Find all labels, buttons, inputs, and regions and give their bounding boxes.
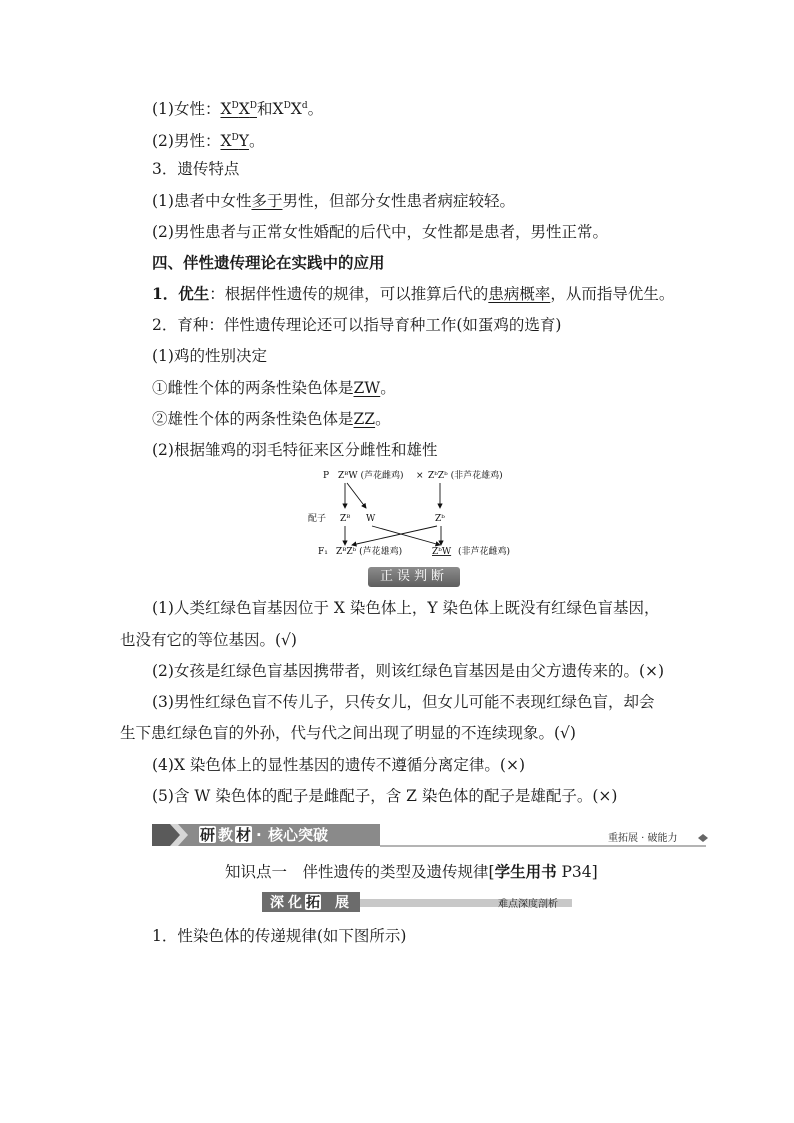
- female-label: (1)女性：: [152, 100, 221, 118]
- deepen-char-3: 拓: [306, 895, 320, 911]
- banner-char-cai: 材: [236, 826, 252, 844]
- true-false-judge-badge: 正误判断: [368, 567, 460, 587]
- diamond-icon: [698, 834, 708, 842]
- chicken-male-line: ②雄性个体的两条性染色体是ZZ。: [152, 410, 391, 428]
- deepen-char-4: 展: [335, 895, 349, 911]
- deepen-char-1: 深: [270, 895, 284, 911]
- female-genotype-line: (1)女性：$X^DX^D$和$X^DX^d$。: [152, 100, 324, 118]
- deepen-extend-banner: [0, 890, 794, 916]
- more-than-text: 多于: [251, 192, 283, 210]
- judgment-3b: 生下患红绿色盲的外孙，代与代之间出现了明显的不连续现象。(√): [120, 724, 576, 742]
- p-generation-label: P: [323, 471, 330, 481]
- female-genotype-2: $X^DX^d$: [272, 100, 308, 118]
- banner-char-yan: 研: [200, 826, 216, 844]
- section-four-heading: 四、伴性遗传理论在实践中的应用: [152, 253, 385, 272]
- banner-char-jiao: 教: [218, 826, 234, 844]
- gamete-w: W: [366, 514, 376, 524]
- item-1-title: 1．性染色体的传递规律(如下图所示): [152, 927, 407, 945]
- banner-dot: ·: [256, 826, 262, 844]
- cross-symbol: ×: [416, 471, 424, 481]
- chicken-female-line: ①雌性个体的两条性染色体是ZW。: [152, 379, 396, 397]
- judgment-1b: 也没有它的等位基因。(√): [120, 631, 297, 649]
- knowledge-point-title: 知识点一 伴性遗传的类型及遗传规律[学生用书 P34]: [225, 862, 598, 881]
- f1-label: F₁: [318, 547, 328, 557]
- application-1: 1．优生：根据伴性遗传的规律，可以推算后代的患病概率，从而指导优生。: [152, 284, 675, 303]
- judgment-4: (4)X 染色体上的显性基因的遗传不遵循分离定律。(×): [152, 756, 526, 774]
- disease-probability-text: 患病概率: [488, 285, 551, 303]
- heading-inheritance-features: 3．遗传特点: [152, 160, 240, 178]
- female-genotype-1: $X^DX^D$: [220, 100, 257, 118]
- trait-line-1: (1)患者中女性多于男性，但部分女性患者病症较轻。: [152, 192, 515, 210]
- gamete-label: 配子: [308, 514, 327, 524]
- judgment-5: (5)含 W 染色体的配子是雌配子，含 Z 染色体的配子是雄配子。(×): [152, 787, 618, 805]
- gamete-zb-recessive: Zᵇ: [435, 514, 445, 524]
- trait-line-2: (2)男性患者与正常女性婚配的后代中，女性都是患者，男性正常。: [152, 223, 608, 241]
- p-female-genotype: ZᴮW (芦花雌鸡): [338, 471, 404, 481]
- chicken-distinguish-line: (2)根据雏鸡的羽毛特征来区分雌性和雄性: [152, 441, 438, 459]
- male-genotype: $X^DY$: [220, 132, 249, 150]
- zw-text: ZW: [353, 379, 381, 397]
- application-2: 2．育种：伴性遗传理论还可以指导育种工作(如蛋鸡的选育): [152, 316, 562, 334]
- arrow-p-to-w: [347, 483, 366, 508]
- f1-female-tag: (非芦花雌鸡): [458, 547, 511, 557]
- chicken-sex-title: (1)鸡的性别决定: [152, 347, 267, 365]
- gamete-zb-dominant: Zᴮ: [340, 514, 351, 524]
- zz-text: ZZ: [353, 410, 376, 428]
- male-label: (2)男性：: [152, 132, 221, 150]
- p-male-genotype: ZᵇZᵇ (非芦花雄鸡): [428, 471, 503, 481]
- judgment-3a: (3)男性红绿色盲不传儿子，只传女儿，但女儿可能不表现红绿色盲，却会: [152, 693, 655, 711]
- judgment-1a: (1)人类红绿色盲基因位于 X 染色体上，Y 染色体上既没有红绿色盲基因，: [152, 599, 660, 617]
- chicken-cross-diagram: [0, 460, 794, 580]
- deepen-right-text: 难点深度剖析: [498, 899, 558, 910]
- arrow-gzb-to-f1-male: [352, 526, 437, 545]
- banner-right-text: 重拓展 · 破能力: [608, 833, 678, 844]
- deepen-char-2: 化: [288, 895, 302, 911]
- male-genotype-line: (2)男性：$X^DY$。: [152, 132, 265, 150]
- judgment-2: (2)女孩是红绿色盲基因携带者，则该红绿色盲基因是由父方遗传来的。(×): [152, 662, 665, 680]
- arrow-w-to-f1: [372, 526, 440, 545]
- f1-female-genotype: ZᵇW: [432, 547, 452, 557]
- research-textbook-banner: [0, 822, 794, 852]
- and-text: 和: [257, 100, 273, 118]
- banner-core-breakthrough: 核心突破: [268, 826, 329, 844]
- f1-male-genotype: ZᴮZᵇ (芦花雄鸡): [336, 547, 403, 557]
